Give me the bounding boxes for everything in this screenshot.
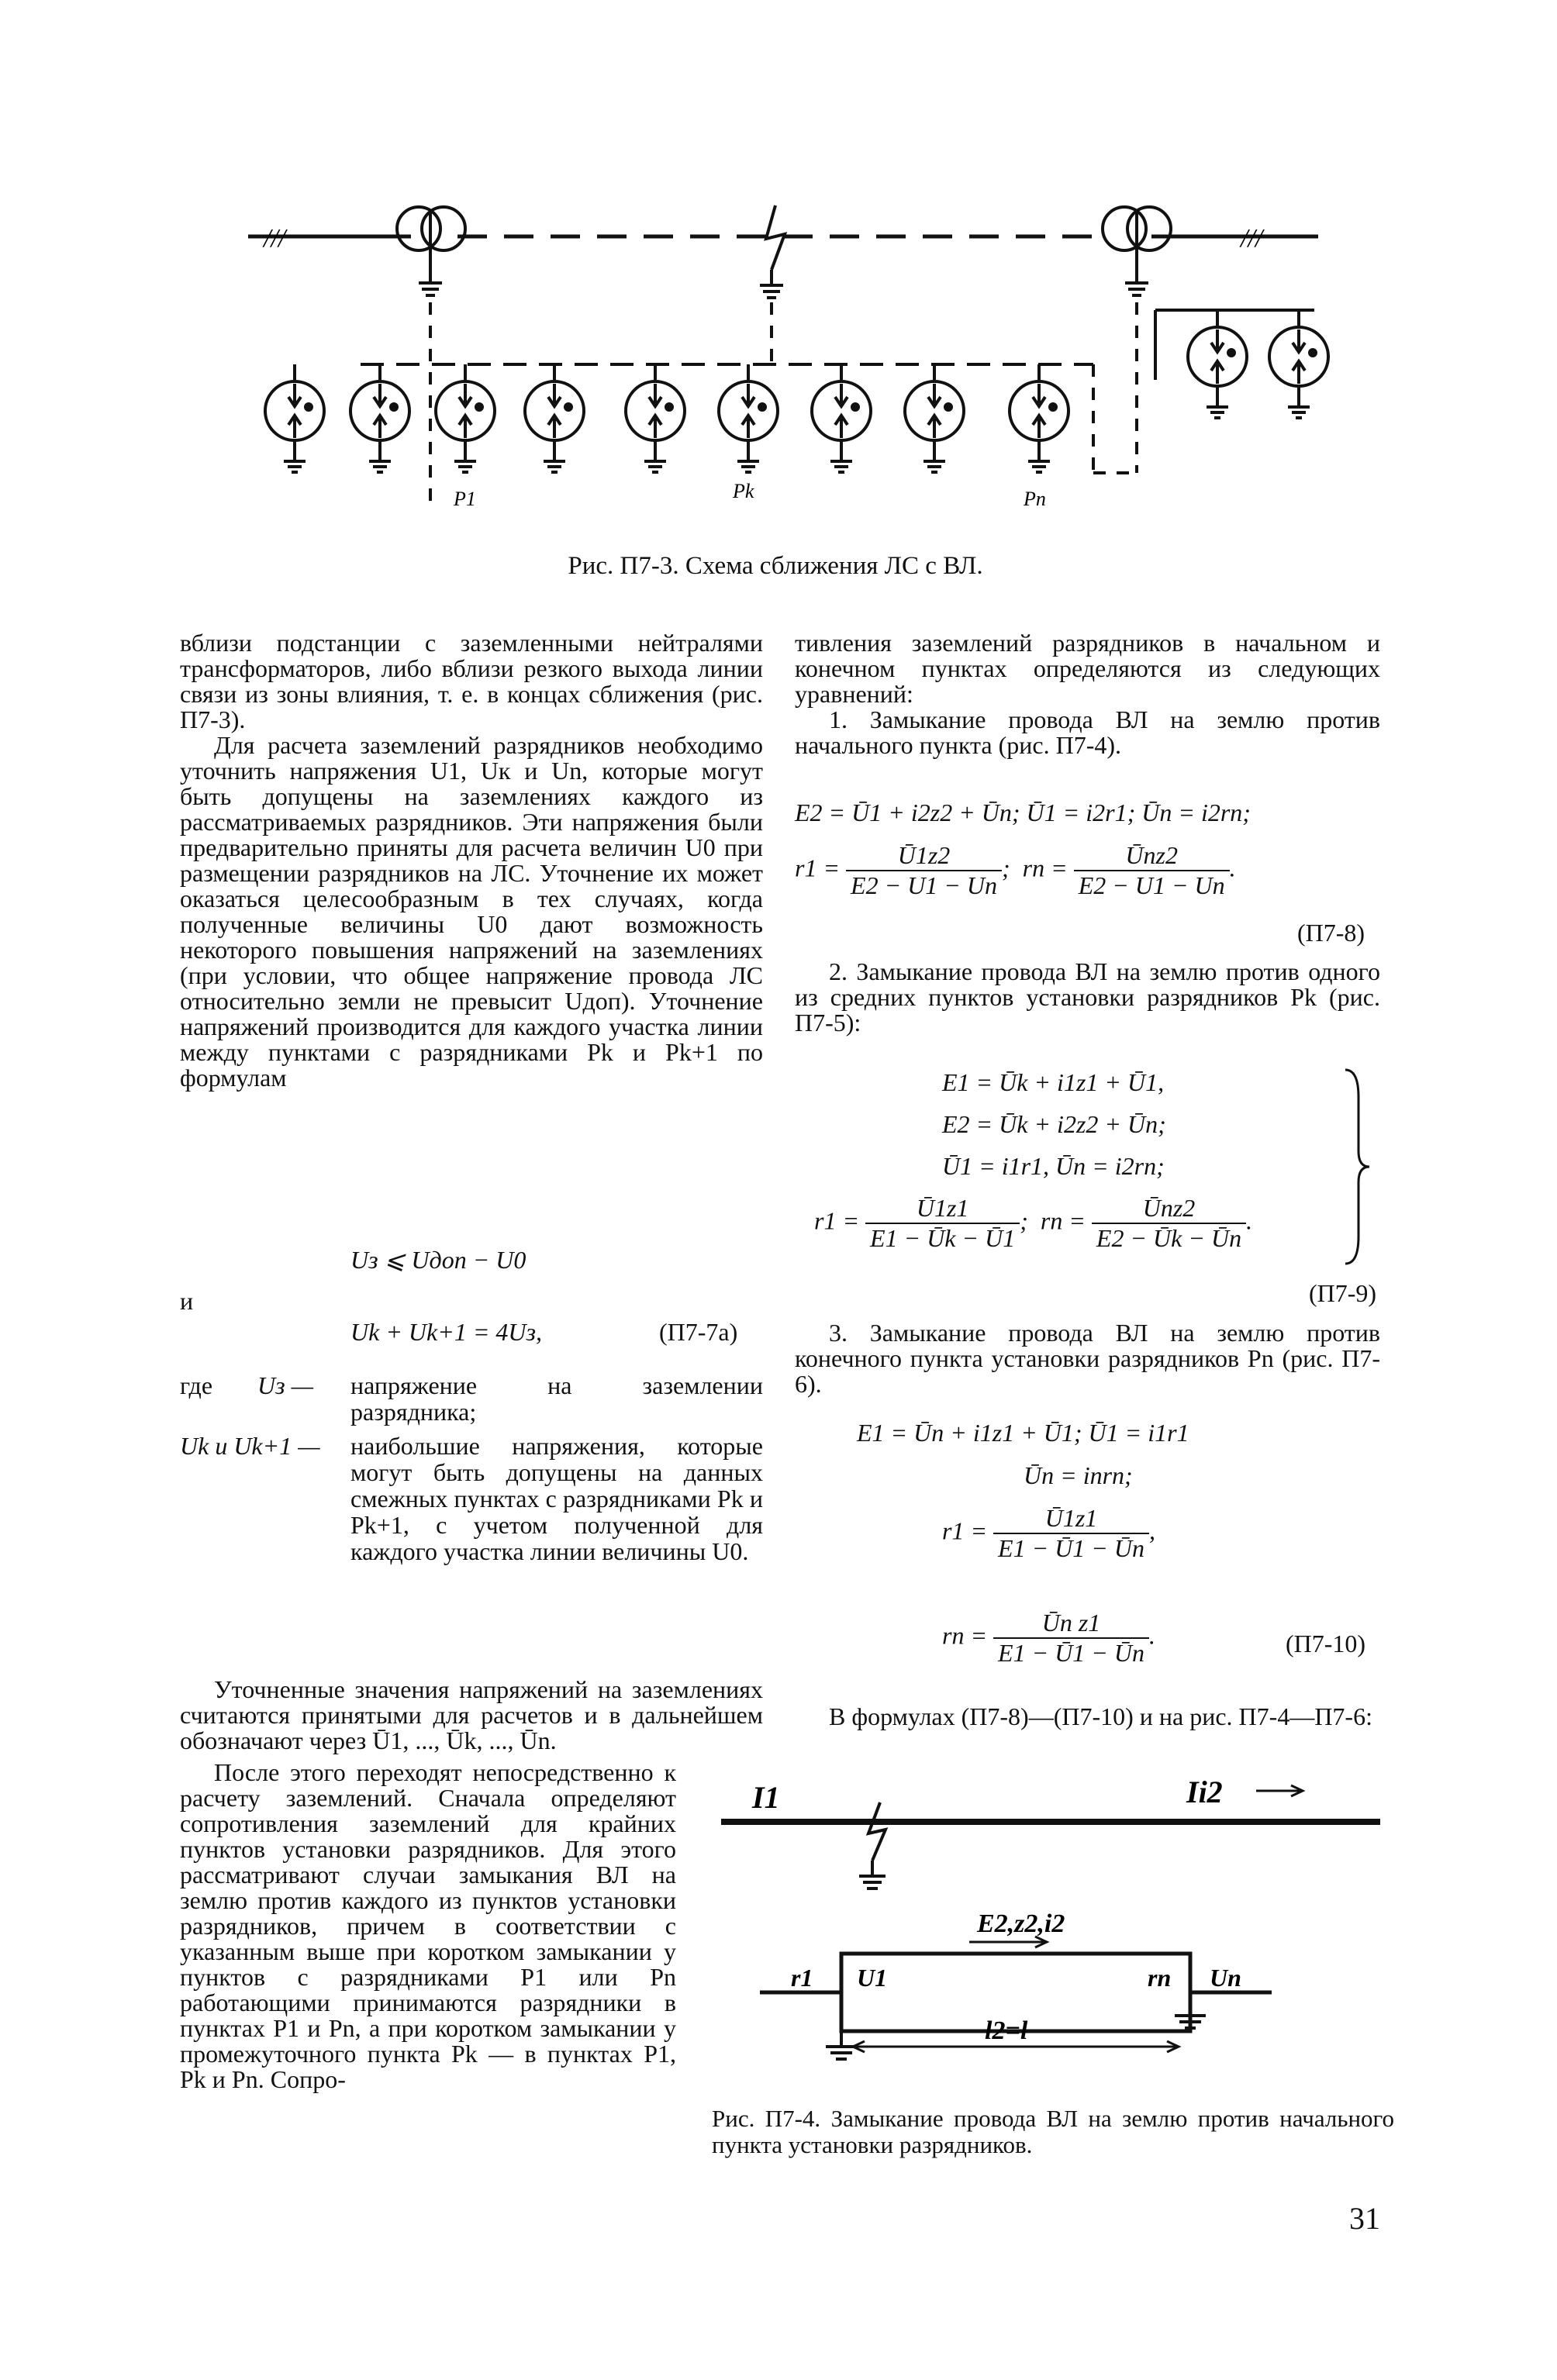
definitions xyxy=(180,1372,763,1667)
case-2-fraction-rn xyxy=(1092,1194,1246,1253)
fig4-label-un: Un xyxy=(1210,1964,1241,1992)
fig4-label-ez: E2,z2,i2 xyxy=(977,1909,1065,1938)
case-3-numerator-1: Ū1z1 xyxy=(993,1504,1149,1534)
case-3-eq-1: E1 = Ūn + i1z1 + Ū1; Ū1 = i1r1 xyxy=(857,1419,1189,1447)
fig4-label-r1: r1 xyxy=(791,1964,813,1992)
case-1-denominator-1: E2 − U1 − Un xyxy=(851,871,997,899)
case-3-numerator-2: Ūn z1 xyxy=(993,1609,1149,1639)
case-3-rn-label: rn = xyxy=(942,1621,988,1650)
arrester-row xyxy=(265,310,1328,472)
case-1-numerator-2: Ūnz2 xyxy=(1074,841,1230,871)
left-paragraph-4: После этого переходят непосредственно к расчету заземлений. Сначала определяют сопротивления заземлений для крайних пунктов установки разрядников. Для этого рассматривают случаи замыкания ВЛ на землю против каждого из пунктов установки разрядников, причем в соответствии с указанным выше при коротком замыкании у пунктов с разрядниками P1 или Pn работающими принимаются разрядники в пунктах P1 и Pn, а при коротком замыкании у промежуточного пункта Pk — в пунктах P1, Pk и Pn. Сопро- xyxy=(180,1758,676,2093)
figure-p7-4-diagram xyxy=(713,1760,1396,2078)
label-pk: Pk xyxy=(733,480,754,502)
case-2-fraction-r1 xyxy=(865,1194,1020,1253)
left-paragraph-2: Для расчета заземлений разрядников необходимо уточнить напряжения U1, Uк и Un, которые могут быть допущены на заземлениях каждого из рассматриваемых разрядников. Эти напряжения были предварительно приняты для расчета величин U0 при размещении разрядников на ЛС. Уточнение их может оказаться целесообразным в тех случаях, когда полученные величины U0 дают возможность некоторого повышения напряжений на заземлениях (при условии, что общее напряжение провода ЛС относительно земли не превысит Uдоп). Уточнение напряжений производится для каждого участка линии между пунктами с разрядниками Pk и Pk+1 по формулам xyxy=(180,731,763,1092)
fig4-label-i2: Ii2 xyxy=(1186,1775,1223,1809)
definition-2-desc: наибольшие напряжения, которые могут быть допущены на данных смежных пунктах с разрядниками Pk и Pk+1, с учетом полученной для каждого участка линии величины U0. xyxy=(350,1432,763,1565)
case-3-eq-2: Ūn = inrn; xyxy=(1024,1461,1133,1489)
case-3-block xyxy=(795,1320,1380,1397)
case-1-rn-label: rn = xyxy=(1022,854,1068,882)
left-column-top xyxy=(180,630,763,1091)
case-2-denominator-2: E2 − Ūk − Ūn xyxy=(1096,1224,1242,1252)
left-column-bottom xyxy=(180,1677,763,1754)
case-2-text: 2. Замыкание провода ВЛ на землю против одного из средних пунктов установки разрядников Pk (рис. П7-5): xyxy=(795,957,1380,1037)
case-2-rn-label: rn = xyxy=(1040,1206,1086,1235)
equation-number-p7-8: (П7-8) xyxy=(1297,919,1365,947)
case-3-r1-label: r1 = xyxy=(942,1516,988,1545)
left-column-bottom-2 xyxy=(180,1760,676,2092)
case-3-fraction-r1 xyxy=(993,1504,1149,1563)
case-2-numerator-2: Ūnz2 xyxy=(1092,1194,1246,1224)
left-paragraph-1: вблизи подстанции с заземленными нейтралями трансформаторов, либо вблизи резкого выхода линии связи из зоны влияния, т. е. в концах сближения (рис. П7-3). xyxy=(180,629,763,733)
case-1-equation-a: E2 = Ū1 + i2z2 + Ūn; Ū1 = i2r1; Ūn = i2rn; xyxy=(795,799,1251,826)
case-3-eq-4: rn = $\frac{\text{Ūn z1}}{E1 - Ū1 - Ūn}$ . xyxy=(942,1609,1155,1667)
case-1-text: 1. Замыкание провода ВЛ на землю против начального пункта (рис. П7-4). xyxy=(795,705,1380,759)
figure-p7-3-caption: Рис. П7-3. Схема сближения ЛС с ВЛ. xyxy=(568,552,983,580)
case-2-eq-4: r1 = $\frac{Ū1z1}{E1 - Ūk - Ū1}$ ; rn = $\frac{\text{Ūnz2}}{E2 - Ūk - Ūn}$ . xyxy=(814,1194,1253,1252)
right-paragraph-1: тивления заземлений разрядников в начальном и конечном пунктах определяются из следующих уравнений: xyxy=(795,629,1380,708)
case-1-equation-b: r1 = $\frac{Ū1z2}{E2 - U1 - Un}$ ; rn = $\frac{\text{Ūnz2}}{E2 - U1 - Un}$ . xyxy=(795,841,1236,899)
equation-uk: Uk + Uk+1 = 4Uз, xyxy=(350,1318,542,1346)
equation-number-p7-10: (П7-10) xyxy=(1286,1630,1366,1657)
case-2-numerator-1: Ū1z1 xyxy=(865,1194,1020,1224)
equation-number-p7-9: (П7-9) xyxy=(1309,1279,1377,1307)
fig4-label-l2: l2=l xyxy=(985,2016,1028,2045)
case-3-denominator-1: E1 − Ū1 − Ūn xyxy=(998,1534,1144,1562)
case-3-fraction-rn xyxy=(993,1609,1149,1668)
right-after-text xyxy=(795,1704,1380,1730)
case-1-numerator-1: Ū1z2 xyxy=(846,841,1002,871)
fig4-label-u1: U1 xyxy=(857,1964,888,1992)
equation-number-p7-7a: (П7-7а) xyxy=(659,1318,738,1346)
label-pn: Pn xyxy=(1024,488,1046,510)
case-2-block xyxy=(795,959,1380,1036)
case-1-fraction-r1 xyxy=(846,841,1002,900)
case-2-denominator-1: E1 − Ūk − Ū1 xyxy=(870,1224,1016,1252)
definition-2-term: Uk и Uk+1 — xyxy=(180,1432,320,1460)
label-hash-right: /// xyxy=(1241,224,1263,253)
right-column-top xyxy=(795,630,1380,758)
case-3-denominator-2: E1 − Ū1 − Ūn xyxy=(998,1639,1144,1667)
right-paragraph-after: В формулах (П7-8)—(П7-10) и на рис. П7-4—П7-6: xyxy=(829,1702,1372,1730)
case-1-denominator-2: E2 − U1 − Un xyxy=(1078,871,1225,899)
definition-1-term: Uз — xyxy=(257,1371,314,1399)
label-p1: P1 xyxy=(454,488,476,510)
page-number: 31 xyxy=(1349,2201,1380,2236)
case-2-eq-1: E1 = Ūk + i1z1 + Ū1, xyxy=(942,1068,1165,1096)
case-2-eq-2: E2 = Ūk + i2z2 + Ūn; xyxy=(942,1110,1166,1138)
figure-p7-3-diagram xyxy=(233,147,1334,512)
case-1-r1-label: r1 = xyxy=(795,854,841,882)
fig4-label-rn: rn xyxy=(1148,1964,1172,1992)
word-and: и xyxy=(180,1287,194,1315)
case-3-eq-3: r1 = $\frac{Ū1z1}{E1 - Ū1 - Ūn}$ , xyxy=(942,1504,1155,1562)
equation-uz: Uз ⩽ Uдоп − U0 xyxy=(350,1246,526,1274)
label-hash-left: /// xyxy=(264,224,286,253)
case-2-brace xyxy=(1341,1066,1372,1268)
fig4-label-i1: I1 xyxy=(752,1780,780,1815)
case-2-eq-3: Ū1 = i1r1, Ūn = i2rn; xyxy=(942,1152,1165,1180)
left-paragraph-3: Уточненные значения напряжений на заземлениях считаются принятыми для расчетов и в дальнейшем обозначают через Ū1, ..., Ūk, ..., Ūn. xyxy=(180,1675,763,1754)
definition-1-desc: напряжение на заземлении разрядника; xyxy=(350,1371,763,1426)
case-3-text: 3. Замыкание провода ВЛ на землю против конечного пункта установки разрядников Pn (рис. П7-6). xyxy=(795,1319,1380,1398)
case-1-fraction-rn xyxy=(1074,841,1230,900)
figure-p7-4-caption: Рис. П7-4. Замыкание провода ВЛ на землю против начального пункта установки разрядников. xyxy=(712,2105,1394,2158)
case-2-r1-label: r1 = xyxy=(814,1206,860,1235)
word-where: где xyxy=(180,1371,213,1399)
